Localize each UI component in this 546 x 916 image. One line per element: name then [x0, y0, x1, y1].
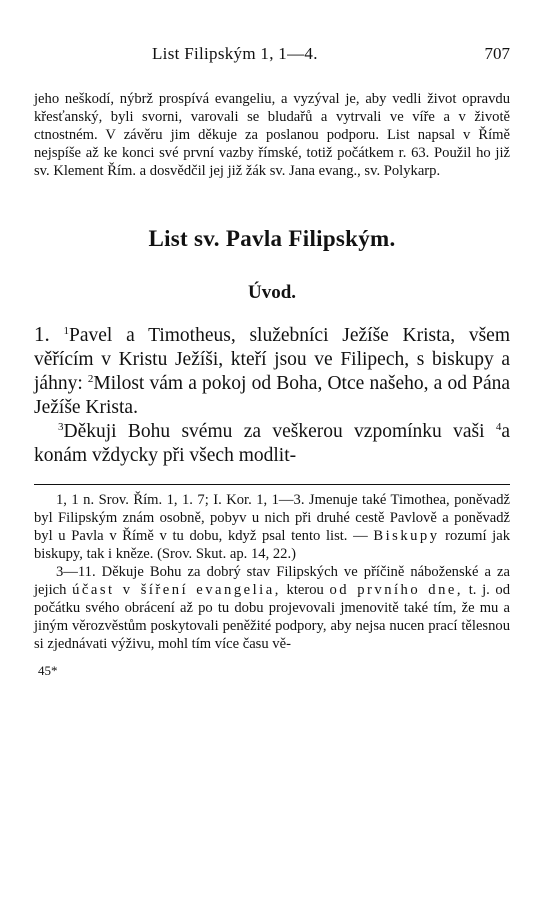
intro-paragraph: jeho neškodí, nýbrž prospívá evangeliu, a vyzýval je, aby vedli život opravdu křesťanský, byli svorni, varovali se bludařů a vytrvali ve víře a v životě ctnostném. V závěru jim děkuje za poslanou podporu. List napsal v Římě nejspíše až ke konci své první vazby římské, totiž počátkem r. 63. Použil ho již sv. Klement Řím. a dosvědčil jej již žák sv. Jana evang., sv. Polykarp. [34, 91, 510, 179]
footnote-divider [34, 484, 510, 485]
running-title: List Filipským 1, 1—4. [152, 44, 318, 63]
verse-text: a konám vždycky při všech modlit- [34, 421, 510, 466]
spaced-term: od prvního dne, [329, 582, 464, 598]
page [34, 40, 510, 679]
section-title: Úvod. [247, 282, 297, 303]
page-number: 707 [484, 44, 510, 63]
footnote-1-3: 3—11. Děkuje Bohu za dobrý stav Filipských ve příčině náboženské a za jejich účast v šíření evangelia, kterou od prvního dne, t. j. od počátku svého obrácení až po tu dobu projevovali jmenovitě také tím, že mu a jiným věrozvěstům poskytovali peněžité podpory, aby nejsa nucen prací tělesnou si zjednávati výživu, mohl tím více času vě- [34, 564, 511, 652]
chapter-1-text [34, 322, 510, 468]
verse-number: 1 [63, 325, 69, 337]
running-header [34, 40, 510, 66]
spaced-term: účast v šíření evangelia, [72, 582, 281, 598]
verse-number: 3 [58, 421, 64, 433]
verse-text: Děkuji Bohu svému za veškerou vzpomínku vaši [63, 421, 485, 442]
footnotes [34, 491, 510, 653]
footnote-1-1: 1, 1 n. Srov. Řím. 1, 1. 7; I. Kor. 1, 1—3. Jmenuje také Timothea, poněvadž byl Filipským znám osobně, pobyv u nich při druhé cestě Pavlově a poněvadž byl u Pavla v Římě v tu dobu, když psal tento list. — Biskupy rozumí jak biskupy, tak i kněze. (Srov. Skut. ap. 14, 22.) [34, 492, 510, 562]
verse-number: 2 [87, 373, 94, 385]
verse-text: Milost vám a pokoj od Boha, Otce našeho, a od Pána Ježíše Krista. [34, 373, 511, 418]
verse-number: 4 [495, 421, 502, 433]
letter-title: List sv. Pavla Filipským. [148, 226, 396, 251]
chapter-number: 1. [34, 322, 50, 346]
printer-signature: 45* [38, 663, 58, 678]
spaced-term: Biskupy [373, 528, 440, 544]
verse-text: Pavel a Timotheus, služebníci Ježíše Krista, všem věřícím v Kristu Ježíši, kteří jsou ve Filipech, s biskupy a jáhny: [34, 325, 510, 394]
